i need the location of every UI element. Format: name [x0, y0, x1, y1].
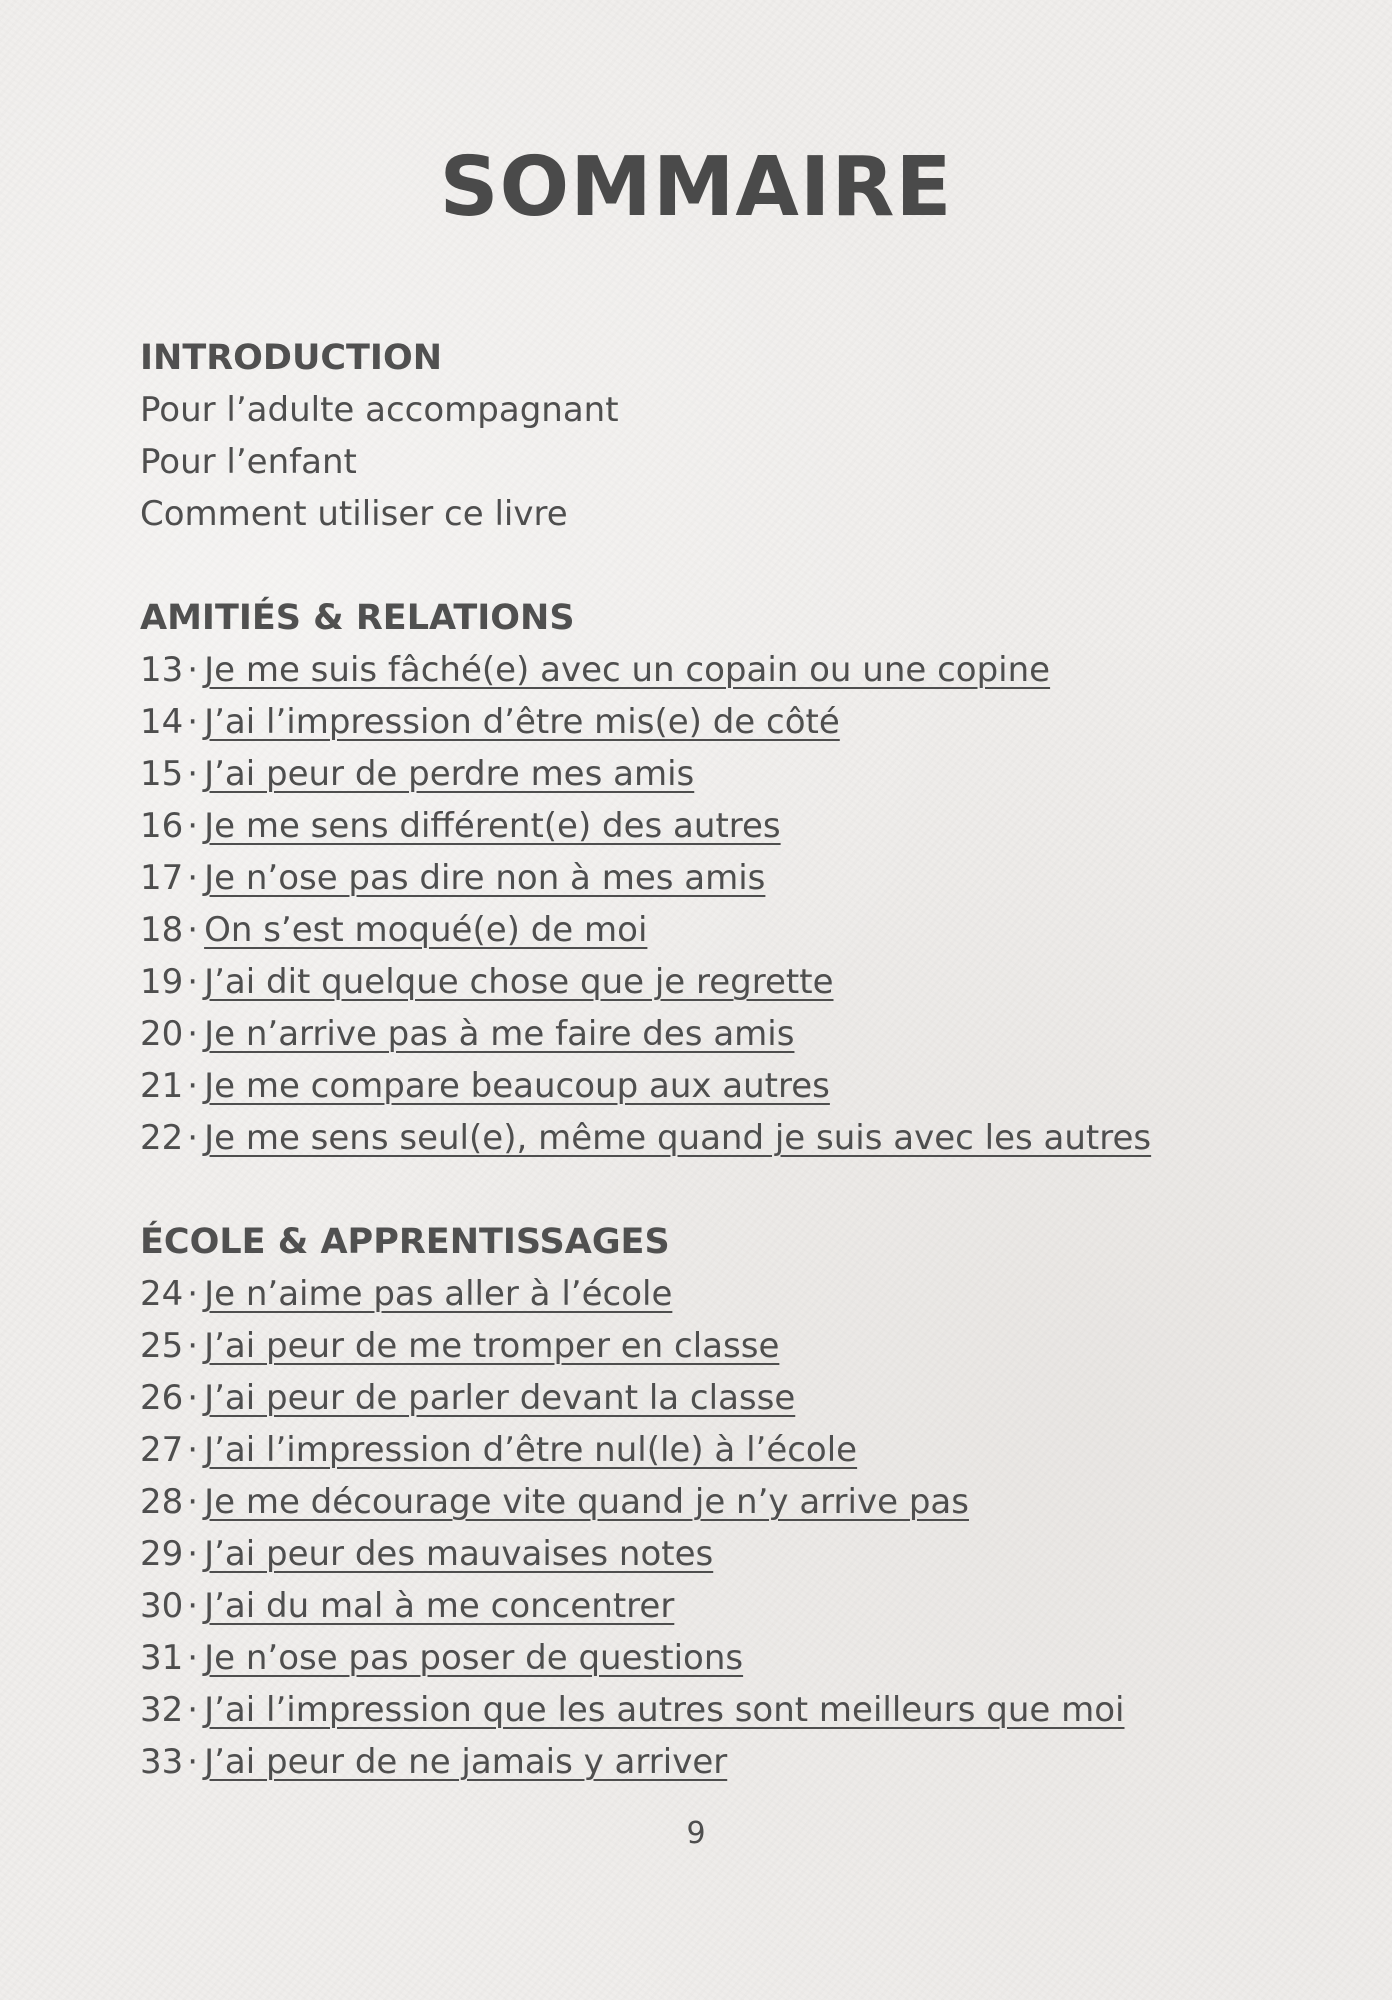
entry-separator: · — [187, 1586, 199, 1626]
entry-page-number: 20 — [140, 1014, 184, 1054]
toc-entry — [140, 1320, 1290, 1372]
page-title: SOMMAIRE — [439, 140, 953, 235]
entry-separator: · — [187, 1742, 199, 1782]
entry-separator: · — [187, 1014, 199, 1054]
toc-entry — [140, 644, 1290, 696]
entry-link[interactable]: J’ai peur de me tromper en classe — [204, 1326, 780, 1366]
entry-page-number: 15 — [140, 754, 184, 794]
entry-link[interactable]: Je me compare beaucoup aux autres — [204, 1066, 830, 1106]
entry-page-number: 29 — [140, 1534, 184, 1574]
entry-link[interactable]: J’ai dit quelque chose que je regrette — [204, 962, 834, 1002]
entry-page-number: 14 — [140, 702, 184, 742]
entry-page-number: 22 — [140, 1118, 184, 1158]
entry-page-number: 21 — [140, 1066, 184, 1106]
entry-link[interactable]: Je me sens différent(e) des autres — [204, 806, 781, 846]
entry-link[interactable]: Je n’aime pas aller à l’école — [204, 1274, 673, 1314]
toc-entry — [140, 1060, 1290, 1112]
entry-separator: · — [187, 1482, 199, 1522]
toc-entry — [140, 852, 1290, 904]
entry-link[interactable]: J’ai l’impression d’être nul(le) à l’école — [204, 1430, 858, 1470]
intro-line: Comment utiliser ce livre — [140, 494, 568, 534]
entry-separator: · — [187, 1378, 199, 1418]
toc-entry — [140, 1372, 1290, 1424]
entry-page-number: 26 — [140, 1378, 184, 1418]
entry-separator: · — [187, 754, 199, 794]
table-of-contents — [140, 332, 1290, 1840]
entry-separator: · — [187, 650, 199, 690]
intro-line: Pour l’adulte accompagnant — [140, 390, 619, 430]
entry-separator: · — [187, 702, 199, 742]
entry-page-number: 24 — [140, 1274, 184, 1314]
entry-link[interactable]: Je n’arrive pas à me faire des amis — [204, 1014, 795, 1054]
entry-separator: · — [187, 962, 199, 1002]
section-heading: INTRODUCTION — [140, 338, 442, 378]
entry-link[interactable]: J’ai peur de parler devant la classe — [204, 1378, 796, 1418]
section-friendships — [140, 592, 1290, 1164]
toc-entry — [140, 956, 1290, 1008]
entry-link[interactable]: J’ai l’impression que les autres sont meilleurs que moi — [204, 1690, 1125, 1730]
section-introduction — [140, 332, 1290, 540]
page-number: 9 — [686, 1816, 706, 1851]
entry-link[interactable]: J’ai peur de ne jamais y arriver — [204, 1742, 728, 1782]
entry-separator: · — [187, 1638, 199, 1678]
entry-page-number: 32 — [140, 1690, 184, 1730]
entry-page-number: 28 — [140, 1482, 184, 1522]
entry-separator: · — [187, 1690, 199, 1730]
toc-entry — [140, 1112, 1290, 1164]
entry-page-number: 13 — [140, 650, 184, 690]
entry-page-number: 19 — [140, 962, 184, 1002]
entry-page-number: 27 — [140, 1430, 184, 1470]
entry-separator: · — [187, 1066, 199, 1106]
toc-entry — [140, 1424, 1290, 1476]
entry-separator: · — [187, 1274, 199, 1314]
entry-link[interactable]: Je n’ose pas dire non à mes amis — [204, 858, 766, 898]
toc-entry — [140, 1632, 1290, 1684]
entry-page-number: 31 — [140, 1638, 184, 1678]
entry-separator: · — [187, 858, 199, 898]
entry-link[interactable]: Je n’ose pas poser de questions — [204, 1638, 744, 1678]
entry-separator: · — [187, 1326, 199, 1366]
toc-entry — [140, 800, 1290, 852]
toc-entry — [140, 1268, 1290, 1320]
entry-page-number: 30 — [140, 1586, 184, 1626]
entry-separator: · — [187, 1118, 199, 1158]
toc-entry — [140, 1736, 1290, 1788]
toc-entry — [140, 696, 1290, 748]
section-school — [140, 1216, 1290, 1788]
entry-separator: · — [187, 806, 199, 846]
toc-entry — [140, 1580, 1290, 1632]
entry-separator: · — [187, 1534, 199, 1574]
toc-entry — [140, 1528, 1290, 1580]
section-heading: ÉCOLE & APPRENTISSAGES — [140, 1222, 670, 1262]
entry-link[interactable]: J’ai peur de perdre mes amis — [204, 754, 695, 794]
entry-link[interactable]: J’ai peur des mauvaises notes — [204, 1534, 714, 1574]
toc-entry — [140, 1008, 1290, 1060]
entry-link[interactable]: On s’est moqué(e) de moi — [204, 910, 648, 950]
intro-line: Pour l’enfant — [140, 442, 357, 482]
toc-entry — [140, 1684, 1290, 1736]
entry-page-number: 33 — [140, 1742, 184, 1782]
entry-page-number: 25 — [140, 1326, 184, 1366]
toc-entry — [140, 748, 1290, 800]
entry-page-number: 16 — [140, 806, 184, 846]
entry-page-number: 18 — [140, 910, 184, 950]
entry-separator: · — [187, 1430, 199, 1470]
entry-page-number: 17 — [140, 858, 184, 898]
entry-separator: · — [187, 910, 199, 950]
entry-link[interactable]: Je me sens seul(e), même quand je suis avec les autres — [204, 1118, 1152, 1158]
toc-entry — [140, 1476, 1290, 1528]
toc-entry — [140, 904, 1290, 956]
section-heading: AMITIÉS & RELATIONS — [140, 598, 575, 638]
entry-link[interactable]: J’ai du mal à me concentrer — [204, 1586, 675, 1626]
entry-link[interactable]: J’ai l’impression d’être mis(e) de côté — [204, 702, 840, 742]
entry-link[interactable]: Je me suis fâché(e) avec un copain ou une copine — [204, 650, 1051, 690]
entry-link[interactable]: Je me décourage vite quand je n’y arrive pas — [204, 1482, 969, 1522]
